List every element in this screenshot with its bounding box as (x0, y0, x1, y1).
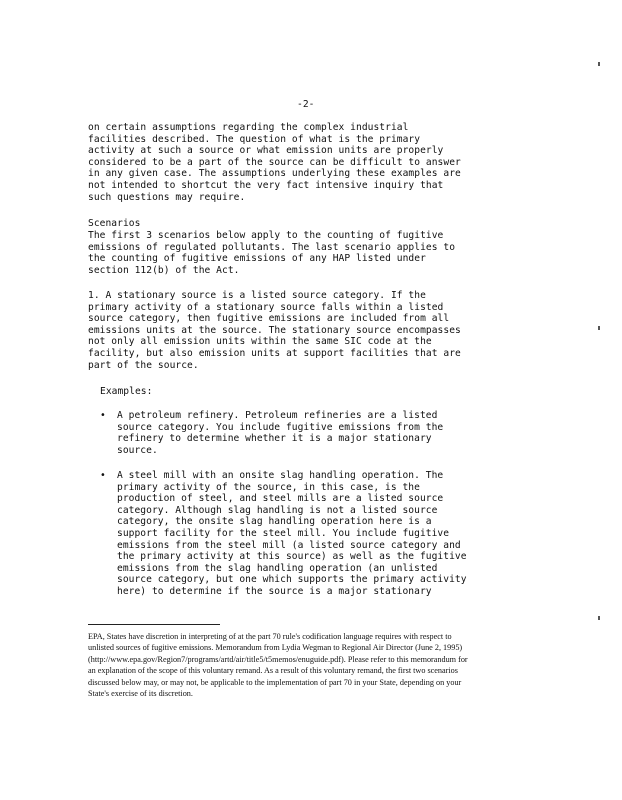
scenarios-line: emissions of regulated pollutants. The last scenario applies to (88, 241, 456, 253)
bullet-line: source. (117, 444, 158, 456)
bullet-line: category. Although slag handling is not a listed source (117, 504, 438, 516)
scenario-1-line: 1. A stationary source is a listed source category. If the (88, 290, 426, 301)
bullet-line: here) to determine if the source is a major stationary (117, 585, 432, 597)
scenario-1-line: emissions units at the source. The stationary source encompasses (88, 324, 461, 336)
scenarios-line: The first 3 scenarios below apply to the counting of fugitive (88, 230, 444, 241)
bullet-line: the primary activity at this source) as well as the fugitive (117, 551, 467, 563)
scenario-1-paragraph (88, 290, 461, 371)
page-number: -2- (297, 99, 315, 110)
intro-line: considered to be a part of the source can be difficult to answer (88, 156, 461, 168)
bullet-icon: • (100, 410, 106, 421)
scenario-1-line: facility, but also emission units at support facilities that are (88, 347, 461, 359)
bullet-line: category, the onsite slag handling operation here is a (117, 516, 432, 528)
scan-speck (598, 616, 600, 620)
footnote-line: State's exercise of its discretion. (88, 689, 193, 699)
bullet-line: primary activity of the source, in this case, is the (117, 481, 420, 493)
bullet-line: emissions from the steel mill (a listed source category and (117, 539, 461, 551)
bullet-line: source category, but one which supports the primary activity (117, 574, 467, 586)
scan-speck (598, 326, 600, 330)
intro-line: not intended to shortcut the very fact intensive inquiry that (88, 179, 444, 191)
intro-line: activity at such a source or what emission units are properly (88, 145, 444, 157)
footnote-line: unlisted sources of fugitive emissions. Memorandum from Lydia Wegman to Regional Air Director (June 2, 1995) (88, 643, 463, 653)
scan-speck (598, 62, 600, 66)
footnote (88, 631, 468, 699)
bullet-line: refinery to determine whether it is a major stationary (117, 433, 432, 445)
scenarios-paragraph (88, 230, 455, 276)
footnote-line: (http://www.epa.gov/Region7/programs/artd/air/title5/t5memos/enuguide.pdf). Please refer to this memorandum for (88, 654, 468, 664)
intro-line: in any given case. The assumptions underlying these examples are (88, 168, 461, 180)
footnote-line: discussed below may, or may not, be applicable to the implementation of part 70 in your State, depending on your (88, 677, 462, 687)
scenario-1-line: source category, then fugitive emissions are included from all (88, 313, 450, 325)
bullet-line: A steel mill with an onsite slag handling operation. The (117, 470, 444, 481)
scenario-1-line: not only all emission units within the same SIC code at the (88, 336, 432, 348)
footnote-divider (88, 624, 220, 625)
footnote-line: an explanation of the scope of this voluntary remand. As a result of this voluntary remand, the first two scenarios (88, 666, 458, 676)
bullet-line: A petroleum refinery. Petroleum refineries are a listed (117, 410, 438, 421)
bullet-line: source category. You include fugitive emissions from the (117, 421, 444, 433)
bullet-icon: • (100, 470, 106, 481)
scenarios-heading: Scenarios (88, 218, 141, 229)
intro-line: facilities described. The question of what is the primary (88, 133, 421, 145)
scenario-1-line: part of the source. (88, 359, 199, 371)
footnote-line: EPA, States have discretion in interpreting of at the part 70 rule's codification language requires with respect to (88, 632, 452, 641)
bullet-line: support facility for the steel mill. You include fugitive (117, 527, 450, 539)
examples-label: Examples: (100, 386, 153, 397)
bullet-text (117, 410, 443, 456)
scenario-1-line: primary activity of a stationary source falls within a listed (88, 301, 444, 313)
intro-paragraph (88, 122, 461, 203)
intro-line: on certain assumptions regarding the complex industrial (88, 122, 409, 133)
bullet-line: production of steel, and steel mills are a listed source (117, 493, 444, 505)
scenarios-line: the counting of fugitive emissions of any HAP listed under (88, 253, 426, 265)
bullet-line: emissions from the slag handling operation (an unlisted (117, 562, 438, 574)
intro-line: such questions may require. (88, 191, 246, 203)
scenarios-line: section 112(b) of the Act. (88, 264, 240, 276)
bullet-text (117, 470, 467, 598)
